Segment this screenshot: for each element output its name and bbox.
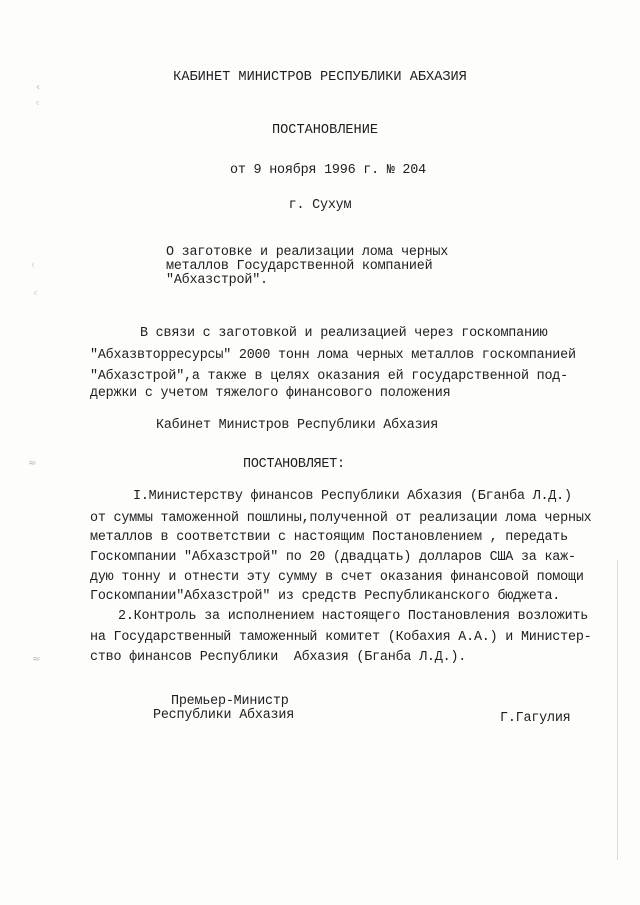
point2-line: 2.Контроль за исполнением настоящего Постановления возложить [118, 609, 589, 624]
scan-speck: ‹ [36, 82, 40, 93]
document-type: ПОСТАНОВЛЕНИЕ [271, 123, 379, 138]
scan-speck: ≈ [32, 654, 41, 665]
resolves-heading: ПОСТАНОВЛЯЕТ: [243, 457, 345, 472]
issuer-line: Кабинет Министров Республики Абхазия [156, 418, 439, 433]
signatory-name: Г.Гагулия [500, 711, 571, 726]
point1-line: Госкомпании"Абхазстрой" из средств Республиканского бюджета. [90, 589, 561, 604]
subject-line: "Абхазстрой". [166, 273, 268, 288]
scan-edge-shadow [617, 560, 618, 860]
scan-speck: ≈ [28, 458, 37, 469]
point2-line: на Государственный таможенный комитет (Кобахия А.А.) и Министер- [90, 630, 592, 645]
scan-speck: ᶜ [34, 290, 38, 301]
point1-line: дую тонну и отнести эту сумму в счет оказания финансовой помощи [90, 570, 584, 585]
document-date-number: от 9 ноября 1996 г. № 204 [230, 163, 426, 178]
signatory-title: Республики Абхазия [153, 708, 295, 723]
scan-speck: ᶜ [36, 100, 40, 111]
subject-line: металлов Государственной компанией [166, 259, 433, 274]
preamble-line: "Абхазвторресурсы" 2000 тонн лома черных металлов госкомпанией [90, 348, 576, 363]
subject-line: О заготовке и реализации лома черных [166, 245, 449, 260]
point1-line: I.Министерству финансов Республики Абхазия (Бганба Л.Д.) [133, 489, 572, 504]
point1-line: металлов в соответствии с настоящим Постановлением , передать [90, 530, 568, 545]
signatory-title: Премьер-Министр [171, 694, 289, 709]
point1-line: от суммы таможенной пошлины,полученной от реализации лома черных [90, 511, 592, 526]
preamble-line: В связи с заготовкой и реализацией через госкомпанию [140, 326, 548, 341]
preamble-line: держки с учетом тяжелого финансового положения [90, 386, 451, 401]
cabinet-heading: КАБИНЕТ МИНИСТРОВ РЕСПУБЛИКИ АБХАЗИЯ [173, 70, 467, 85]
point2-line: ство финансов Республики Абхазия (Бганба Л.Д.). [90, 650, 467, 665]
point1-line: Госкомпании "Абхазстрой" по 20 (двадцать) долларов США за каж- [90, 550, 576, 565]
document-city: г. Сухум [288, 198, 352, 213]
preamble-line: "Абхазстрой",а также в целях оказания ей государственной под- [90, 369, 568, 384]
scan-speck: ⁽ [32, 262, 35, 273]
